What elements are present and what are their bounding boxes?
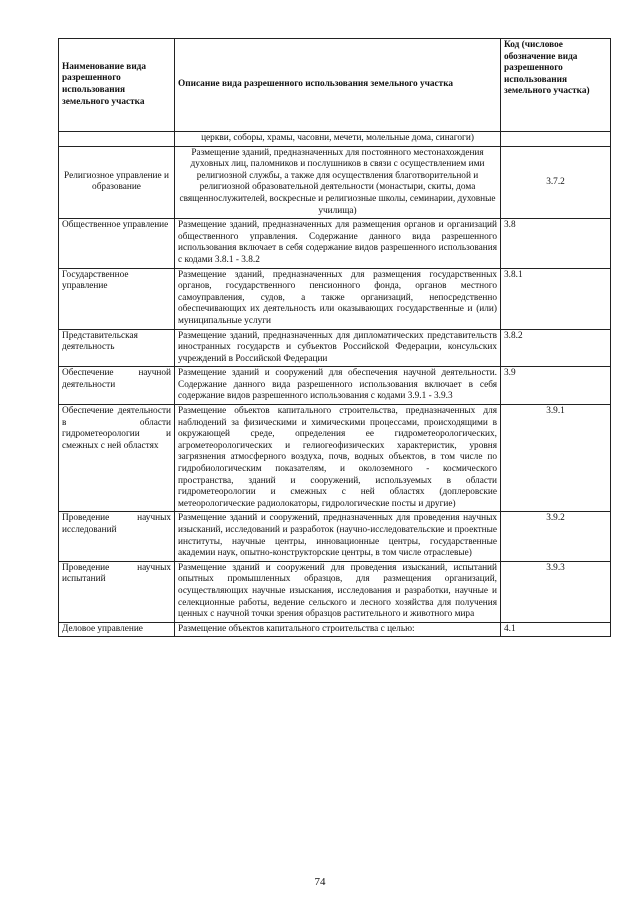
table-row	[59, 622, 611, 637]
row-description: Размещение зданий, предназначенных для постоянного местонахождения духовных лиц, паломников и послушников в связи с осуществлением ими религиозной службы, а также для осуществления благотворительной и религиозной образовательной деятельности (монастыри, скиты, дома священнослужителей, воскресные и религиозные школы, семинарии, духовные училища)	[175, 146, 501, 219]
row-name: Обеспечение научной деятельности	[59, 367, 175, 405]
row-description: Размещение зданий и сооружений, предназначенных для проведения научных изысканий, исследований и разработок (научно-исследовательские и проектные институты, научные центры, инновационные центры, государственные академии наук, опытно-конструкторские центры, в том числе отраслевые)	[175, 512, 501, 561]
row-description: Размещение объектов капитального строительства, предназначенных для наблюдений за физическими и химическими процессами, происходящими в окружающей среде, определения ее гидрометеорологических, агрометеорологических и гелиогеофизических характеристик, уровня загрязнения атмосферного воздуха, почв, водных объектов, в том числе по гидробиологическим показателям, и околоземного - космического пространства, зданий и сооружений, используемых в области гидрометеорологии и смежных с ней областях (доплеровские метеорологические радиолокаторы, гидрологические посты и другие)	[175, 405, 501, 512]
row-description: Размещение зданий, предназначенных для размещения органов и организаций общественного управления. Содержание данного вида разрешенного использования включает в себя содержание видов разрешенного использования с кодами 3.8.1 - 3.8.2	[175, 219, 501, 268]
row-code: 3.9.2	[501, 512, 611, 561]
row-name	[59, 132, 175, 147]
row-code: 3.8	[501, 219, 611, 268]
header-code: Код (числовое обозначение вида разрешенного использования земельного участка)	[501, 39, 611, 132]
row-code	[501, 132, 611, 147]
land-use-table	[58, 38, 611, 637]
row-name: Представительская деятельность	[59, 329, 175, 367]
row-description: Размещение зданий, предназначенных для размещения государственных органов, государственного пенсионного фонда, органов местного самоуправления, судов, а также организаций, непосредственно обеспечивающих их деятельность или оказывающих государственные и (или) муниципальные услуги	[175, 268, 501, 329]
table-header-row	[59, 39, 611, 132]
row-description: Размещение зданий и сооружений для проведения изысканий, испытаний опытных промышленных образцов, для размещения организаций, осуществляющих научные изыскания, исследования и разработки, научные и селекционные работы, ведение сельского и лесного хозяйства для получения ценных с научной точки зрения образцов растительного и животного мира	[175, 561, 501, 622]
header-name: Наименование вида разрешенного использования земельного участка	[59, 39, 175, 132]
row-name: Проведение научных исследований	[59, 512, 175, 561]
row-code: 3.9.1	[501, 405, 611, 512]
table-row	[59, 219, 611, 268]
row-name: Религиозное управление и образование	[59, 146, 175, 219]
table-row	[59, 132, 611, 147]
table-row	[59, 268, 611, 329]
row-name: Государственное управление	[59, 268, 175, 329]
page-number: 74	[314, 876, 326, 888]
row-name: Проведение научных испытаний	[59, 561, 175, 622]
row-code: 3.9.3	[501, 561, 611, 622]
row-name: Деловое управление	[59, 622, 175, 637]
table-row	[59, 329, 611, 367]
row-name: Обеспечение деятельности в области гидрометеорологии и смежных с ней областях	[59, 405, 175, 512]
header-description: Описание вида разрешенного использования земельного участка	[175, 39, 501, 132]
table-row	[59, 512, 611, 561]
row-code: 3.7.2	[501, 146, 611, 219]
row-code: 4.1	[501, 622, 611, 637]
row-description: церкви, соборы, храмы, часовни, мечети, молельные дома, синагоги)	[175, 132, 501, 147]
row-code: 3.8.2	[501, 329, 611, 367]
row-description: Размещение объектов капитального строительства с целью:	[175, 622, 501, 637]
table-row	[59, 146, 611, 219]
row-description: Размещение зданий и сооружений для обеспечения научной деятельности. Содержание данного вида разрешенного использования включает в себя содержание видов разрешенного использования с кодами 3.9.1 - 3.9.3	[175, 367, 501, 405]
row-code: 3.9	[501, 367, 611, 405]
table-row	[59, 405, 611, 512]
table-row	[59, 561, 611, 622]
table-row	[59, 367, 611, 405]
row-code: 3.8.1	[501, 268, 611, 329]
row-name: Общественное управление	[59, 219, 175, 268]
row-description: Размещение зданий, предназначенных для дипломатических представительств иностранных государств и субъектов Российской Федерации, консульских учреждений в Российской Федерации	[175, 329, 501, 367]
